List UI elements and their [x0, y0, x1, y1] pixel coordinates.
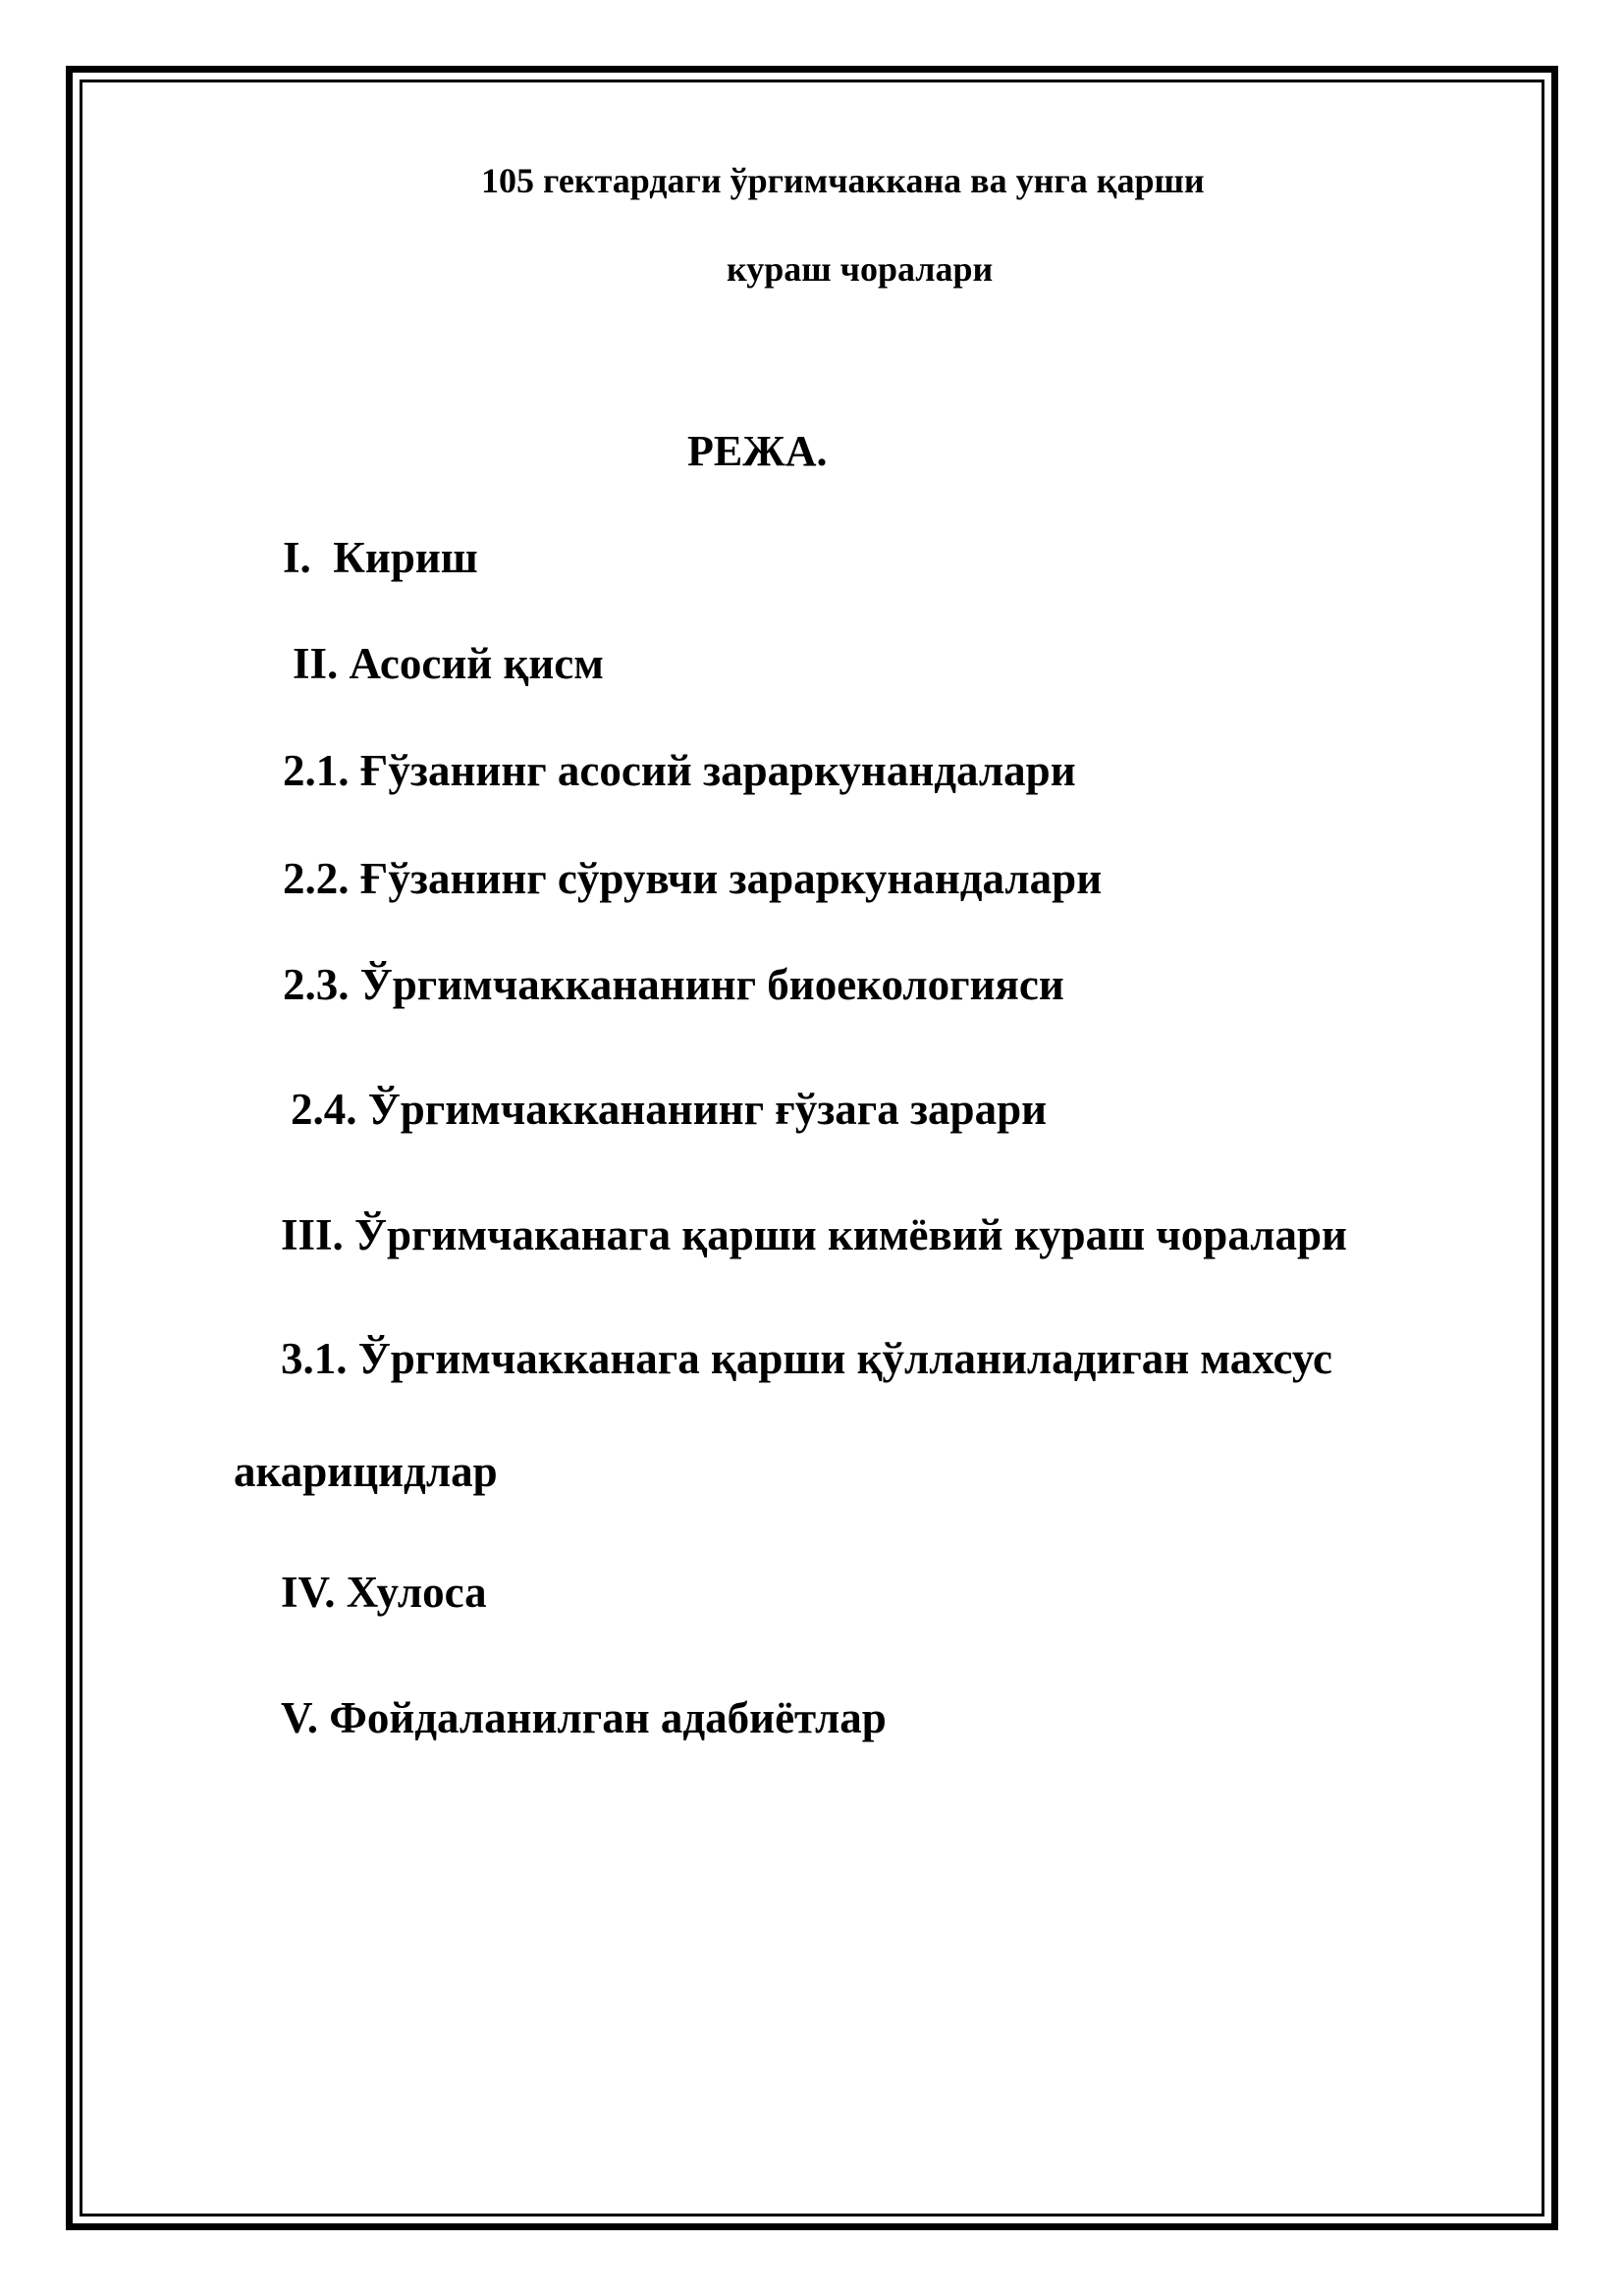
page-border-inner	[80, 80, 1544, 2216]
plan-item-intro: I. Кириш	[283, 533, 478, 582]
document-title-line-2: кураш чоралари	[727, 249, 994, 289]
plan-item-conclusion: IV. Хулоса	[281, 1568, 487, 1617]
plan-item-2-2: 2.2. Ғўзанинг сўрувчи зараркунандалари	[283, 854, 1103, 903]
plan-item-2-3: 2.3. Ўргимчаккананинг биоекологияси	[283, 960, 1064, 1009]
document-title-line-1: 105 гектардаги ўргимчаккана ва унга қарши	[481, 161, 1205, 200]
plan-item-3: III. Ўргимчаканага қарши кимёвий кураш чоралари	[281, 1210, 1347, 1259]
plan-item-2-1: 2.1. Ғўзанинг асосий зараркунандалари	[283, 746, 1076, 795]
plan-item-main-part: II. Асосий қисм	[293, 639, 604, 688]
plan-item-3-1-continued: акарицидлар	[234, 1447, 498, 1496]
plan-item-2-4: 2.4. Ўргимчаккананинг ғўзага зарари	[291, 1085, 1048, 1134]
plan-item-references: V. Фойдаланилган адабиётлар	[281, 1693, 887, 1742]
plan-item-3-1: 3.1. Ўргимчакканага қарши қўлланиладиган махсус	[281, 1334, 1332, 1383]
plan-heading: РЕЖА.	[687, 427, 828, 475]
